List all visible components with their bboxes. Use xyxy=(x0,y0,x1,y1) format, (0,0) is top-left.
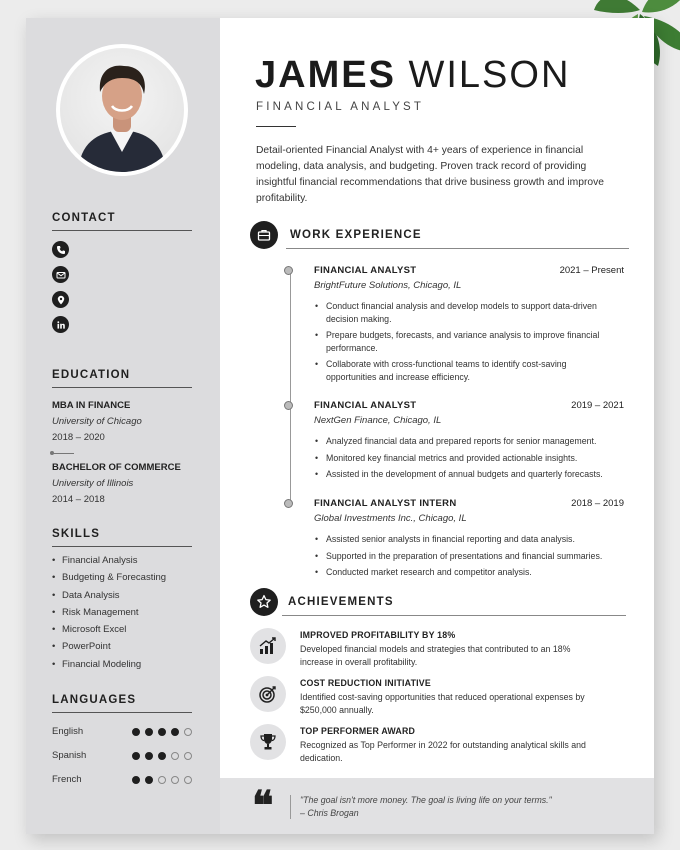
level-dot-filled xyxy=(145,728,153,736)
skill-item: • Financial Modeling xyxy=(52,659,192,670)
level-dot-empty xyxy=(171,776,179,784)
education-heading: EDUCATION xyxy=(52,369,192,388)
job-role: FINANCIAL ANALYST xyxy=(256,101,425,113)
education-section xyxy=(52,369,192,505)
achievement-description: Recognized as Top Performer in 2022 for outstanding analytical skills and dedication. xyxy=(300,740,586,763)
skill-item: • Budgeting & Forecasting xyxy=(52,572,192,583)
languages-section xyxy=(52,694,192,785)
job-company: BrightFuture Solutions, Chicago, IL xyxy=(314,280,462,291)
experience-timeline xyxy=(290,270,291,506)
skill-item: • Risk Management xyxy=(52,607,192,618)
language-name: Spanish xyxy=(52,750,87,761)
skills-section xyxy=(52,528,192,676)
quote-band xyxy=(220,778,654,834)
job-dates: 2019 – 2021 xyxy=(571,400,624,411)
job-duty: • Collaborate with cross-functional teams to identify cost-saving opportunities and increase efficiency. xyxy=(314,358,604,383)
contact-heading: CONTACT xyxy=(52,212,192,231)
skill-item: • Data Analysis xyxy=(52,590,192,601)
education-years: 2018 – 2020 xyxy=(52,432,105,443)
section-rule xyxy=(282,615,626,616)
achievement-description: Identified cost-saving opportunities that reduced operational expenses by $250,000 annually. xyxy=(300,692,585,715)
education-divider xyxy=(52,453,74,454)
quote-author: – Chris Brogan xyxy=(300,808,359,818)
level-dot-filled xyxy=(171,728,179,736)
job-title: FINANCIAL ANALYST xyxy=(314,400,417,411)
skill-item: • Financial Analysis xyxy=(52,555,192,566)
education-school: University of Illinois xyxy=(52,478,134,489)
resume-page xyxy=(26,18,654,834)
achievement-title: IMPROVED PROFITABILITY BY 18% xyxy=(300,630,456,640)
skills-list xyxy=(52,555,192,670)
education-item xyxy=(52,400,192,443)
quote-mark-icon: ❝ xyxy=(252,782,274,829)
job-title: FINANCIAL ANALYST INTERN xyxy=(314,498,457,509)
level-dot-empty xyxy=(184,776,192,784)
language-row xyxy=(52,750,192,761)
section-rule xyxy=(286,248,629,249)
last-name: WILSON xyxy=(408,54,571,96)
job-duty: • Assisted senior analysts in financial reporting and data analysis. xyxy=(314,533,604,546)
job-duty: • Conducted market research and competitor analysis. xyxy=(314,566,604,579)
work-experience-heading: WORK EXPERIENCE xyxy=(290,229,422,241)
profile-photo xyxy=(60,48,184,172)
education-years: 2014 – 2018 xyxy=(52,494,105,505)
job-company: Global Investments Inc., Chicago, IL xyxy=(314,513,467,524)
phone-icon xyxy=(52,241,69,258)
skill-item: • Microsoft Excel xyxy=(52,624,192,635)
profile-summary: Detail-oriented Financial Analyst with 4+ years of experience in financial modeling, data analysis, and budgeting. Proven track record of providing insightful financial recommendations that drive business growth and improve profitability. xyxy=(256,145,604,204)
job-duty: • Conduct financial analysis and develop models to support data-driven decision making. xyxy=(314,300,604,325)
star-icon xyxy=(250,588,278,616)
timeline-dot xyxy=(284,266,293,275)
language-row xyxy=(52,726,192,737)
timeline-dot xyxy=(284,401,293,410)
location-icon xyxy=(52,291,69,308)
level-dot-filled xyxy=(132,776,140,784)
job-duties xyxy=(314,300,604,387)
level-dot-empty xyxy=(171,752,179,760)
achievements-heading: ACHIEVEMENTS xyxy=(288,596,394,608)
language-row xyxy=(52,774,192,785)
achievement-title: COST REDUCTION INITIATIVE xyxy=(300,678,431,688)
full-name xyxy=(255,54,570,97)
job-dates: 2021 – Present xyxy=(559,265,624,276)
timeline-dot xyxy=(284,499,293,508)
language-level-dots xyxy=(132,776,192,784)
level-dot-filled xyxy=(132,728,140,736)
level-dot-filled xyxy=(158,752,166,760)
job-duty: • Prepare budgets, forecasts, and variance analysis to improve financial performance. xyxy=(314,329,604,354)
main-content xyxy=(220,18,654,834)
achievement-description: Developed financial models and strategies that contributed to an 18% increase in overall profitability. xyxy=(300,644,571,667)
level-dot-filled xyxy=(132,752,140,760)
job-duty: • Supported in the preparation of presentations and financial summaries. xyxy=(314,550,604,563)
work-experience-header xyxy=(250,221,624,249)
contact-icons xyxy=(52,241,192,333)
quote-text: "The goal isn't more money. The goal is living life on your terms." xyxy=(300,795,552,805)
language-name: French xyxy=(52,774,82,785)
achievements-header xyxy=(250,588,624,616)
languages-heading: LANGUAGES xyxy=(52,694,192,713)
skill-item: • PowerPoint xyxy=(52,641,192,652)
title-underline xyxy=(256,126,296,127)
level-dot-empty xyxy=(158,776,166,784)
briefcase-icon xyxy=(250,221,278,249)
job-company: NextGen Finance, Chicago, IL xyxy=(314,415,442,426)
quote-divider xyxy=(290,795,291,819)
achievement-title: TOP PERFORMER AWARD xyxy=(300,726,416,736)
education-degree: BACHELOR OF COMMERCE xyxy=(52,462,181,473)
language-name: English xyxy=(52,726,84,737)
level-dot-filled xyxy=(158,728,166,736)
target-icon xyxy=(250,676,286,712)
education-item xyxy=(52,462,192,505)
profile-photo-frame xyxy=(56,44,188,176)
email-icon xyxy=(52,266,69,283)
level-dot-empty xyxy=(184,728,192,736)
language-level-dots xyxy=(132,752,192,760)
job-duties xyxy=(314,435,604,485)
person-portrait-icon xyxy=(60,48,184,172)
first-name: JAMES xyxy=(255,54,396,96)
level-dot-empty xyxy=(184,752,192,760)
level-dot-filled xyxy=(145,776,153,784)
job-duties xyxy=(314,533,604,583)
linkedin-icon xyxy=(52,316,69,333)
language-level-dots xyxy=(132,728,192,736)
job-duty: • Monitored key financial metrics and provided actionable insights. xyxy=(314,452,604,465)
growth-chart-icon xyxy=(250,628,286,664)
education-school: University of Chicago xyxy=(52,416,142,427)
job-title: FINANCIAL ANALYST xyxy=(314,265,417,276)
skills-heading: SKILLS xyxy=(52,528,192,547)
level-dot-filled xyxy=(145,752,153,760)
education-degree: MBA IN FINANCE xyxy=(52,400,131,411)
job-duty: • Assisted in the development of annual budgets and quarterly forecasts. xyxy=(314,468,604,481)
sidebar xyxy=(26,18,220,834)
contact-section xyxy=(52,212,192,341)
job-dates: 2018 – 2019 xyxy=(571,498,624,509)
trophy-icon xyxy=(250,724,286,760)
job-duty: • Analyzed financial data and prepared reports for senior management. xyxy=(314,435,604,448)
